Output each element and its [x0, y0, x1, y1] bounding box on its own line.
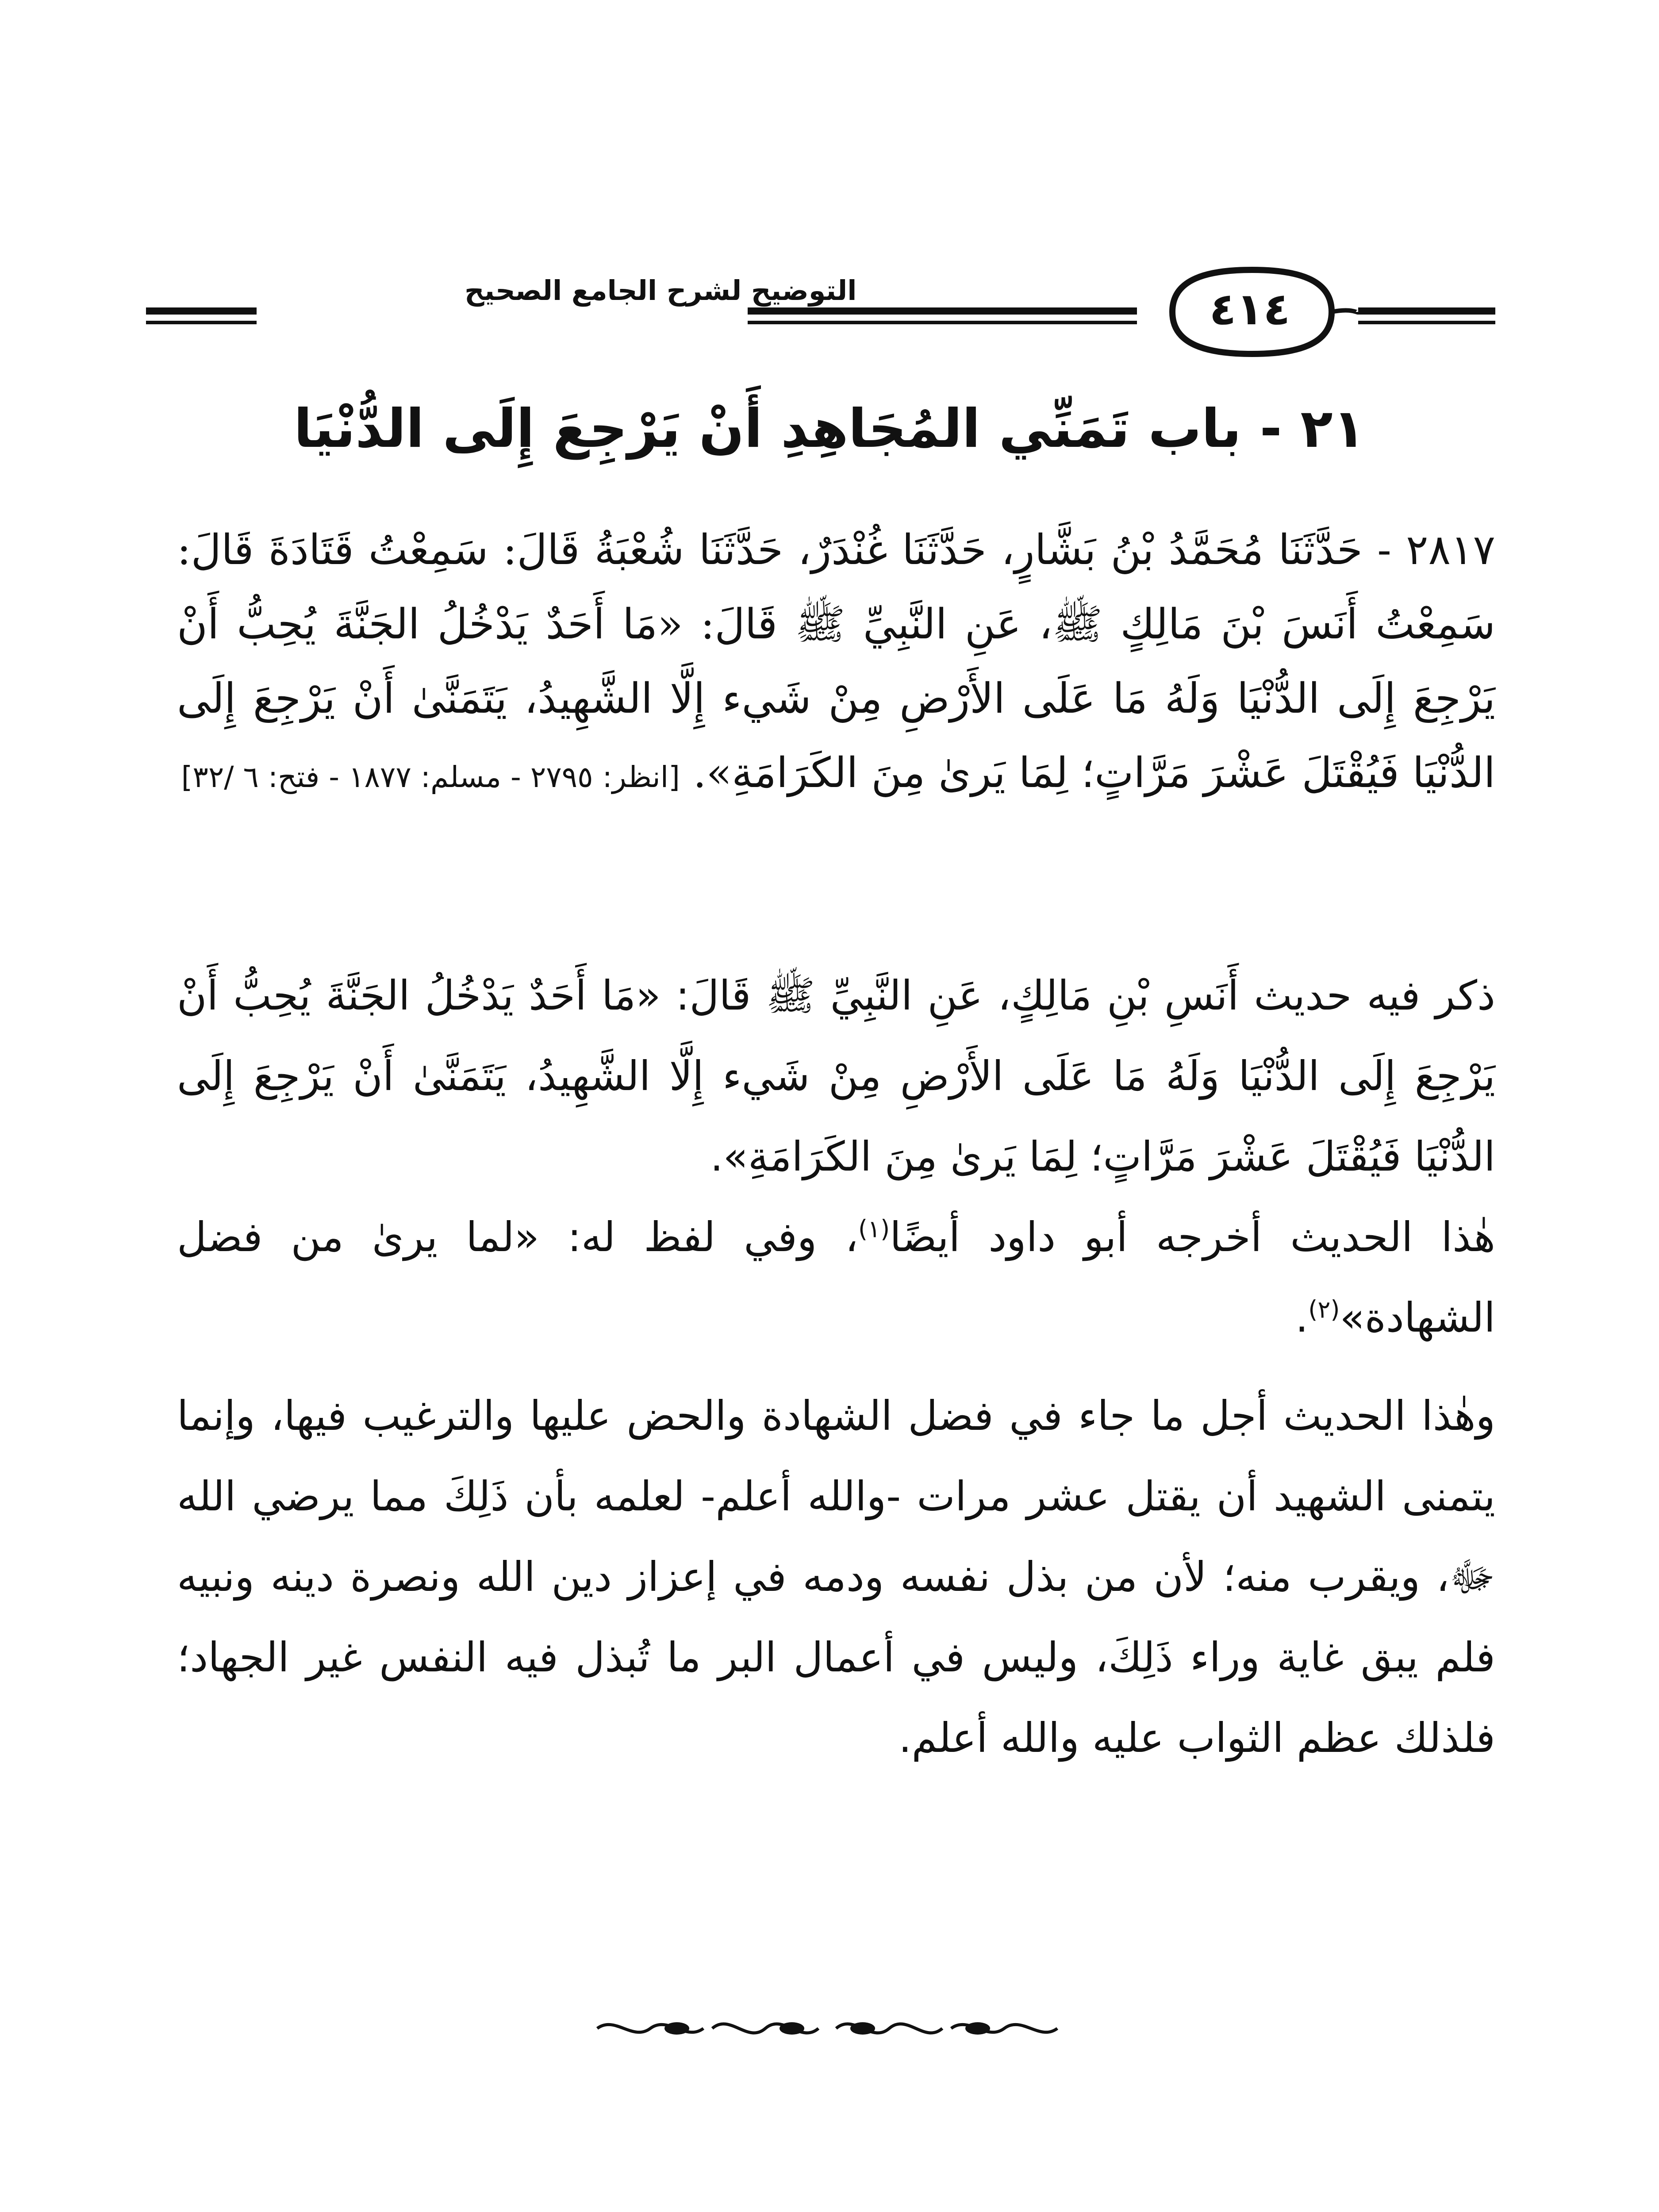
header-rule-left — [146, 307, 257, 315]
commentary-paragraph: وهٰذا الحديث أجل ما جاء في فضل الشهادة والحض عليها والترغيب فيها، وإنما يتمنى الشهيد أن يقتل عشر مرات -والله أعلم- لعلمه بأن ذَلِكَ مما يرضي الله ﷻ، ويقرب منه؛ لأن من بذل نفسه ودمه في إعزاز دين الله ونصرة دينه ونبيه فلم يبق غاية وراء ذَلِكَ، وليس في أعمال البر ما تُبذل فيه النفس غير الجهاد؛ فلذلك عظم الثواب عليه والله أعلم. — [177, 1392, 1495, 1762]
ornament-divider — [588, 2011, 1066, 2046]
footnote-ref-2[interactable]: (٢) — [1308, 1295, 1340, 1324]
commentary-text: ، وفي لفظ له: «لما يرىٰ من فضل الشهادة» — [177, 1214, 1495, 1341]
paragraph-gap — [177, 1358, 1495, 1376]
page-number: ٤١٤ — [1209, 283, 1290, 335]
hadith-reference: [انظر: ٢٧٩٥ - مسلم: ١٨٧٧ - فتح: ٦ /٣٢] — [181, 760, 680, 794]
header-rule-middle-thin — [748, 321, 1137, 324]
header-rule-right-thin — [1358, 321, 1495, 324]
hadith-text-block — [177, 513, 1495, 814]
commentary-paragraph-with-notes — [177, 1197, 1495, 1358]
running-header — [146, 265, 1495, 367]
running-title: التوضيح لشرح الجامع الصحيح — [465, 274, 857, 307]
header-rule-right — [1358, 307, 1495, 315]
commentary-text: هٰذا الحديث أخرجه أبو داود أيضًا — [890, 1214, 1495, 1261]
commentary — [177, 956, 1495, 1778]
hadith-text: ٢٨١٧ - حَدَّثَنَا مُحَمَّدُ بْنُ بَشَّارٍ، حَدَّثَنَا غُنْدَرٌ، حَدَّثَنَا شُعْبَةُ قَالَ: سَمِعْتُ قَتَادَةَ قَالَ: سَمِعْتُ أَنَسَ بْنَ مَالِكٍ ﷺ، عَنِ النَّبِيِّ ﷺ قَالَ: «مَا أَحَدٌ يَدْخُلُ الجَنَّةَ يُحِبُّ أَنْ يَرْجِعَ إِلَى الدُّنْيَا وَلَهُ مَا عَلَى الأَرْضِ مِنْ شَيء إِلَّا الشَّهِيدُ، يَتَمَنَّىٰ أَنْ يَرْجِعَ إِلَى الدُّنْيَا فَيُقْتَلَ عَشْرَ مَرَّاتٍ؛ لِمَا يَرىٰ مِنَ الكَرَامَةِ». — [177, 526, 1495, 797]
commentary-paragraph: ذكر فيه حديث أَنَسِ بْنِ مَالِكٍ، عَنِ النَّبِيِّ ﷺ قَالَ: «مَا أَحَدٌ يَدْخُلُ الجَنَّةَ يُحِبُّ أَنْ يَرْجِعَ إِلَى الدُّنْيَا وَلَهُ مَا عَلَى الأَرْضِ مِنْ شَيء إِلَّا الشَّهِيدُ، يَتَمَنَّىٰ أَنْ يَرْجِعَ إِلَى الدُّنْيَا فَيُقْتَلَ عَشْرَ مَرَّاتٍ؛ لِمَا يَرىٰ مِنَ الكَرَامَةِ». — [177, 972, 1495, 1180]
footnote-ref-1[interactable]: (١) — [858, 1215, 890, 1243]
chapter-title: ٢١ - باب تَمَنِّي المُجَاهِدِ أَنْ يَرْجِعَ إِلَى الدُّنْيَا — [294, 398, 1365, 460]
header-rule-middle — [748, 307, 1137, 315]
header-rule-left-thin — [146, 321, 257, 324]
commentary-text: . — [1295, 1294, 1309, 1341]
